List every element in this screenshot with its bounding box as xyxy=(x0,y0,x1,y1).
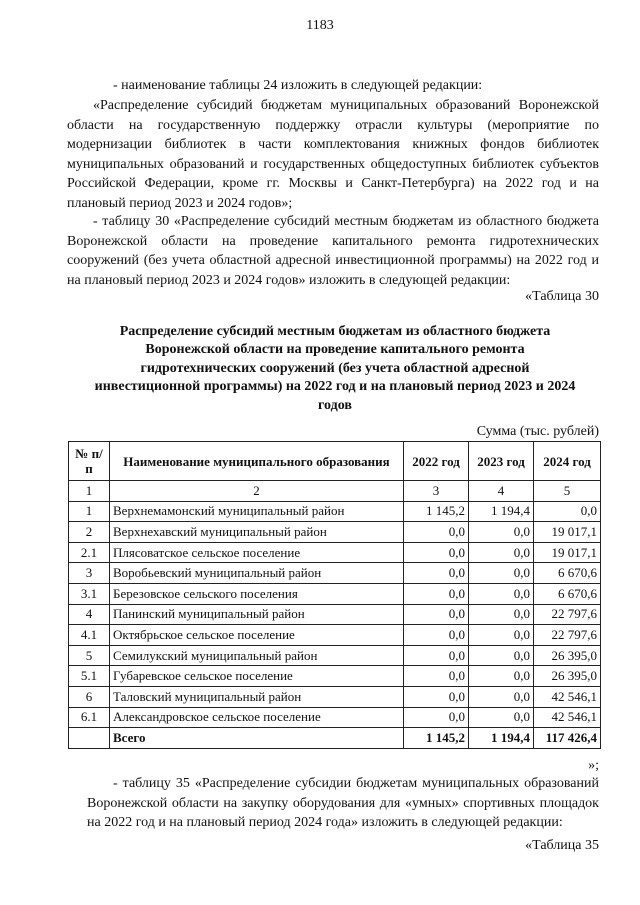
row-number: 1 xyxy=(69,501,110,522)
row-2022: 0,0 xyxy=(404,686,469,707)
row-name: Плясоватское сельское поселение xyxy=(110,542,404,563)
row-2022: 0,0 xyxy=(404,563,469,584)
row-number: 5 xyxy=(69,645,110,666)
row-2024: 0,0 xyxy=(534,501,601,522)
header-2023: 2023 год xyxy=(469,442,534,481)
row-number: 2.1 xyxy=(69,542,110,563)
row-name: Семилукский муниципальный район xyxy=(110,645,404,666)
row-2024: 26 395,0 xyxy=(534,645,601,666)
row-2023: 0,0 xyxy=(469,686,534,707)
subsidy-table xyxy=(68,441,601,749)
row-number: 4 xyxy=(69,604,110,625)
closing-mark: »; xyxy=(588,758,599,773)
row-2023: 0,0 xyxy=(469,542,534,563)
intro-paragraph: «Распределение субсидий бюджетам муниципальных образований Воронежской области на государственную поддержку отрасли культуры (мероприятие по модернизации библиотек в части комплектования книжных фондов библиотек муниципальных образований и государственных общедоступных библиотек субъектов Российской Федерации, кроме гг. Москвы и Санкт-Петербурга) на 2022 год и на плановый период 2023 и 2024 годов»; xyxy=(67,98,599,211)
row-2023: 1 194,4 xyxy=(469,501,534,522)
row-2022: 1 145,2 xyxy=(404,501,469,522)
page-number: 1183 xyxy=(306,18,334,33)
row-number: 3.1 xyxy=(69,583,110,604)
index-cell: 4 xyxy=(469,481,534,502)
row-2022: 0,0 xyxy=(404,522,469,543)
row-2023: 0,0 xyxy=(469,604,534,625)
total-2022: 1 145,2 xyxy=(404,728,469,749)
row-name: Панинский муниципальный район xyxy=(110,604,404,625)
row-2022: 0,0 xyxy=(404,604,469,625)
intro-line-text: - наименование таблицы 24 изложить в следующей редакции: xyxy=(113,78,483,93)
table35-reference: «Таблица 35 xyxy=(525,838,599,853)
total-label: Всего xyxy=(110,728,404,749)
row-2024: 22 797,6 xyxy=(534,604,601,625)
row-2023: 0,0 xyxy=(469,583,534,604)
row-2022: 0,0 xyxy=(404,542,469,563)
index-cell: 1 xyxy=(69,481,110,502)
index-cell: 5 xyxy=(534,481,601,502)
row-2022: 0,0 xyxy=(404,666,469,687)
table-row xyxy=(69,542,601,563)
row-2024: 42 546,1 xyxy=(534,686,601,707)
table35-instruction: - таблицу 35 «Распределение субсидии бюджетам муниципальных образований Воронежской области на закупку оборудования для «умных» спортивных площадок на 2022 год и на плановый период 2024 года» изложить в следующей редакции: xyxy=(87,776,599,830)
intro-line xyxy=(87,76,599,96)
table-title: Распределение субсидий местным бюджетам из областного бюджета Воронежской области на проведение капитального ремонта гидротехнических сооружений (без учета областной адресной инвестиционной программы) на 2022 год и на плановый период 2023 и 2024 годов xyxy=(94,324,576,413)
row-number: 3 xyxy=(69,563,110,584)
table-row xyxy=(69,501,601,522)
row-2023: 0,0 xyxy=(469,563,534,584)
row-number: 4.1 xyxy=(69,625,110,646)
table-row xyxy=(69,583,601,604)
table-row xyxy=(69,686,601,707)
header-number: № п/п xyxy=(69,442,110,481)
row-2023: 0,0 xyxy=(469,625,534,646)
row-2024: 6 670,6 xyxy=(534,563,601,584)
table-row xyxy=(69,707,601,728)
table-header-row xyxy=(69,442,601,481)
table-row xyxy=(69,625,601,646)
column-index-row xyxy=(69,481,601,502)
table30-reference: «Таблица 30 xyxy=(525,289,599,304)
total-number xyxy=(69,728,110,749)
row-2024: 6 670,6 xyxy=(534,583,601,604)
row-2023: 0,0 xyxy=(469,666,534,687)
row-2024: 22 797,6 xyxy=(534,625,601,646)
header-name: Наименование муниципального образования xyxy=(110,442,404,481)
row-2022: 0,0 xyxy=(404,583,469,604)
row-name: Верхнемамонский муниципальный район xyxy=(110,501,404,522)
row-name: Губаревское сельское поселение xyxy=(110,666,404,687)
row-name: Воробьевский муниципальный район xyxy=(110,563,404,584)
row-2022: 0,0 xyxy=(404,645,469,666)
row-name: Таловский муниципальный район xyxy=(110,686,404,707)
total-2024: 117 426,4 xyxy=(534,728,601,749)
total-2023: 1 194,4 xyxy=(469,728,534,749)
row-number: 5.1 xyxy=(69,666,110,687)
row-2022: 0,0 xyxy=(404,625,469,646)
row-2023: 0,0 xyxy=(469,707,534,728)
header-2024: 2024 год xyxy=(534,442,601,481)
table-row xyxy=(69,604,601,625)
table-row xyxy=(69,563,601,584)
row-name: Александровское сельское поселение xyxy=(110,707,404,728)
header-2022: 2022 год xyxy=(404,442,469,481)
index-cell: 2 xyxy=(110,481,404,502)
row-2023: 0,0 xyxy=(469,645,534,666)
table-row xyxy=(69,666,601,687)
row-number: 6.1 xyxy=(69,707,110,728)
table-row xyxy=(69,522,601,543)
row-2024: 26 395,0 xyxy=(534,666,601,687)
unit-label: Сумма (тыс. рублей) xyxy=(476,424,599,439)
table30-instruction: - таблицу 30 «Распределение субсидий местным бюджетам из областного бюджета Воронежской области на проведение капитального ремонта гидротехнических сооружений (без учета областной адресной инвестиционной программы) на 2022 год и на плановый период 2023 и 2024 годов» изложить в следующей редакции: xyxy=(67,214,599,288)
row-number: 6 xyxy=(69,686,110,707)
row-2024: 19 017,1 xyxy=(534,542,601,563)
row-2023: 0,0 xyxy=(469,522,534,543)
row-name: Верхнехавский муниципальный район xyxy=(110,522,404,543)
row-name: Октябрьское сельское поселение xyxy=(110,625,404,646)
index-cell: 3 xyxy=(404,481,469,502)
table-row xyxy=(69,645,601,666)
row-number: 2 xyxy=(69,522,110,543)
total-row xyxy=(69,728,601,749)
row-2024: 19 017,1 xyxy=(534,522,601,543)
row-name: Березовское сельского поселения xyxy=(110,583,404,604)
row-2022: 0,0 xyxy=(404,707,469,728)
row-2024: 42 546,1 xyxy=(534,707,601,728)
